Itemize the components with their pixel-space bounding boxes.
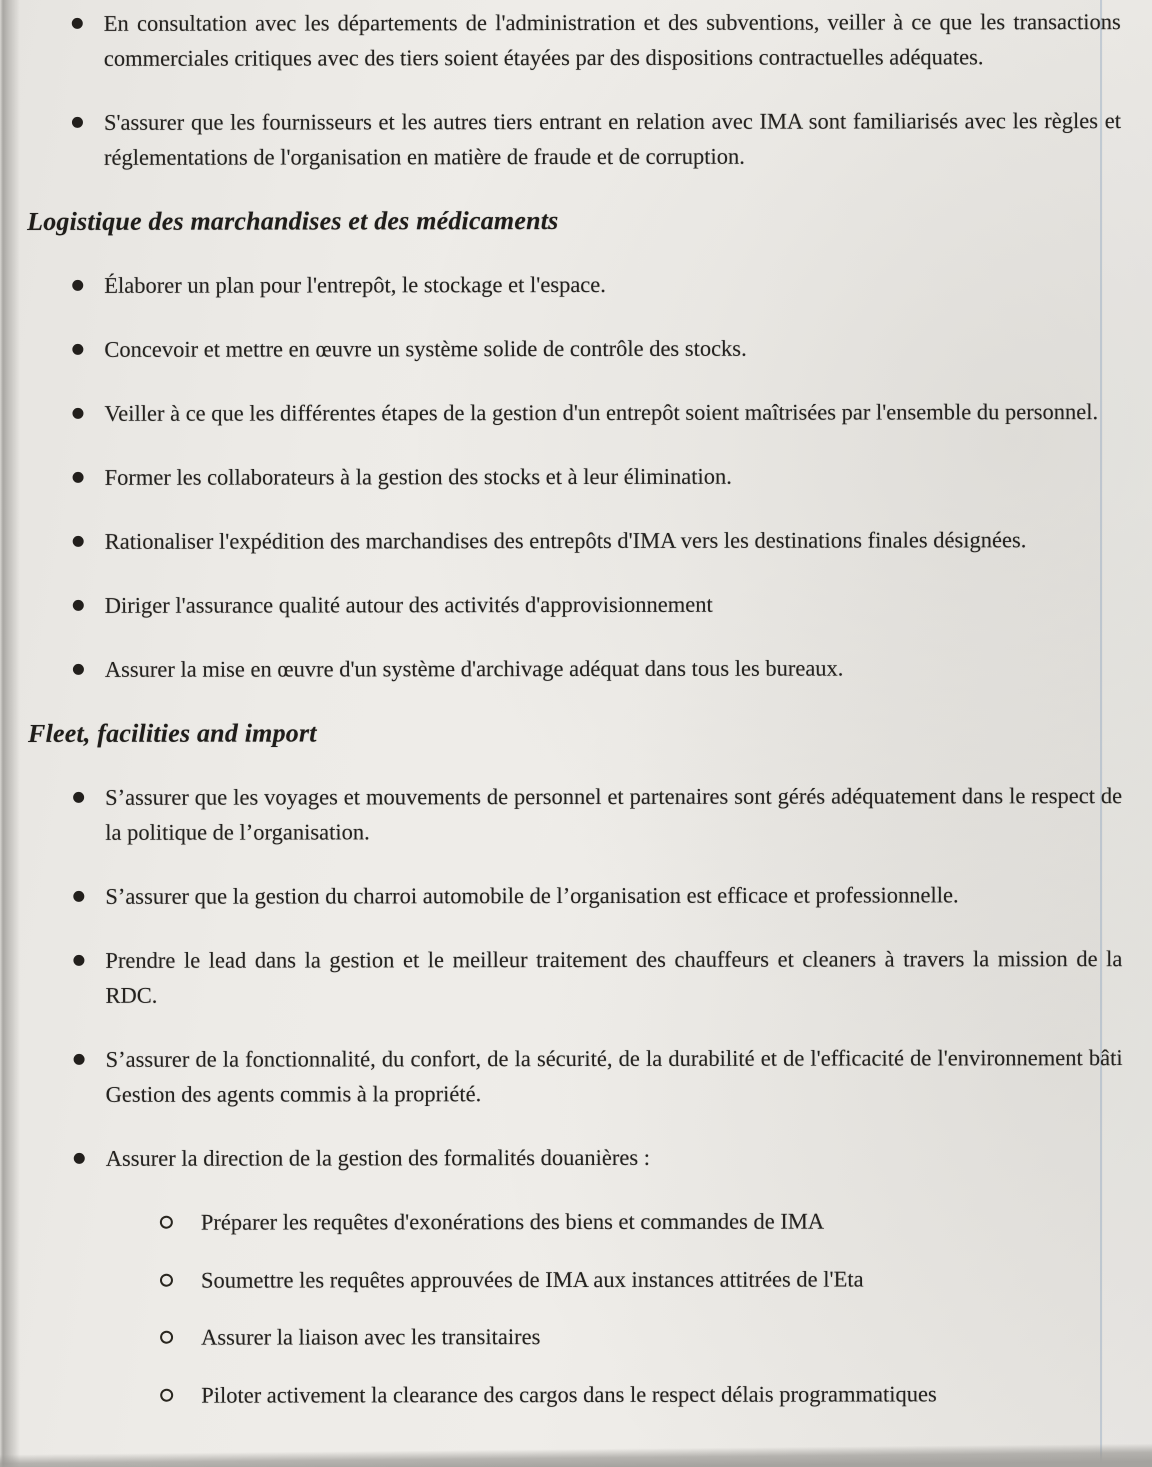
bullet-text: Assurer la direction de la gestion des formalités douanières : (105, 1144, 651, 1171)
bullet-item (0, 330, 1151, 367)
circle-bullet-icon (160, 1388, 173, 1401)
circle-bullet-icon (160, 1331, 173, 1344)
sub-bullet-text: Assurer la liaison avec les transitaires (201, 1324, 541, 1350)
bullet-text: En consultation avec les départements de l'administration et des subventions, veiller à ce que les transactions commerciales critiques avec des tiers soient étayées par des dispositions contractuelles adéquates. (103, 9, 1121, 71)
bullet-text: S’assurer de la fonctionnalité, du confort, de la sécurité, de la durabilité et de l'efficacité de l'environnement bâti Gestion des agents commis à la propriété. (105, 1045, 1123, 1107)
bullet-dot-icon (73, 891, 84, 902)
bullet-item (0, 103, 1151, 175)
bullet-text: S'assurer que les fournisseurs et les autres tiers entrant en relation avec IMA sont familiarisés avec les règles et réglementations de l'organisation en matière de fraude et de corruption. (103, 108, 1121, 170)
bullet-text: Assurer la mise en œuvre d'un système d'archivage adéquat dans tous les bureaux. (104, 655, 844, 682)
bullet-item (0, 650, 1152, 687)
bullet-item (0, 586, 1152, 623)
bullet-dot-icon (73, 955, 84, 966)
sub-bullet-item (106, 1318, 1123, 1355)
bullet-item (0, 458, 1152, 495)
sub-bullet-item (106, 1376, 1123, 1413)
bullet-item (0, 941, 1152, 1013)
bullet-list-logistique (0, 266, 1152, 687)
section-heading-fleet: Fleet, facilities and import (27, 718, 317, 748)
bullet-item (1, 1139, 1152, 1413)
bullet-dot-icon (72, 280, 83, 291)
circle-bullet-icon (160, 1216, 173, 1229)
bullet-item (0, 266, 1151, 303)
sub-bullet-text: Soumettre les requêtes approuvées de IMA aux instances attitrées de l'Eta (200, 1265, 864, 1293)
bullet-text: Veiller à ce que les différentes étapes de la gestion d'un entrepôt soient maîtrisées par l'ensemble du personnel. (104, 399, 1099, 426)
bullet-dot-icon (72, 18, 83, 29)
bullet-item (0, 4, 1151, 76)
bullet-dot-icon (74, 1054, 85, 1065)
circle-bullet-icon (160, 1273, 173, 1286)
sub-bullet-item (106, 1261, 1123, 1298)
bullet-text: Diriger l'assurance qualité autour des activités d'approvisionnement (104, 591, 713, 618)
bullet-text: Prendre le lead dans la gestion et le meilleur traitement des chauffeurs et cleaners à travers la mission de la RDC. (105, 946, 1123, 1008)
bullet-text: S’assurer que les voyages et mouvements de personnel et partenaires sont gérés adéquatement dans le respect de la politique de l’organisation. (105, 783, 1123, 845)
bullet-dot-icon (73, 664, 84, 675)
sub-bullet-text: Piloter activement la clearance des cargos dans le respect délais programmatiques (201, 1380, 937, 1408)
bullet-dot-icon (72, 408, 83, 419)
scan-edge-left (0, 0, 20, 1467)
bullet-dot-icon (73, 792, 84, 803)
bullet-dot-icon (73, 600, 84, 611)
sub-bullet-text: Préparer les requêtes d'exonérations des biens et commandes de IMA (200, 1208, 825, 1235)
scan-edge-bottom (0, 1443, 1152, 1467)
sub-bullet-list-douanes (106, 1203, 1123, 1412)
section-heading-logistique: Logistique des marchandises et des médicaments (27, 206, 559, 236)
bullet-item (0, 522, 1152, 559)
sub-bullet-item (106, 1203, 1123, 1240)
bullet-item (0, 877, 1152, 914)
bullet-item (1, 1040, 1152, 1112)
bullet-text: Concevoir et mettre en œuvre un système solide de contrôle des stocks. (104, 335, 747, 362)
bullet-dot-icon (73, 472, 84, 483)
bullet-dot-icon (72, 117, 83, 128)
bullet-text: Former les collaborateurs à la gestion des stocks et à leur élimination. (104, 463, 732, 490)
bullet-dot-icon (73, 536, 84, 547)
bullet-list-fleet (0, 778, 1152, 1413)
bullet-dot-icon (74, 1153, 85, 1164)
bullet-text: Élaborer un plan pour l'entrepôt, le stockage et l'espace. (104, 271, 606, 298)
bullet-item (0, 778, 1152, 850)
bullet-item (0, 394, 1151, 431)
bullet-list-intro (0, 4, 1151, 175)
bullet-dot-icon (72, 344, 83, 355)
bullet-text: Rationaliser l'expédition des marchandises des entrepôts d'IMA vers les destinations finales désignées. (104, 527, 1027, 554)
bullet-text: S’assurer que la gestion du charroi automobile de l’organisation est efficace et professionnelle. (105, 882, 959, 909)
